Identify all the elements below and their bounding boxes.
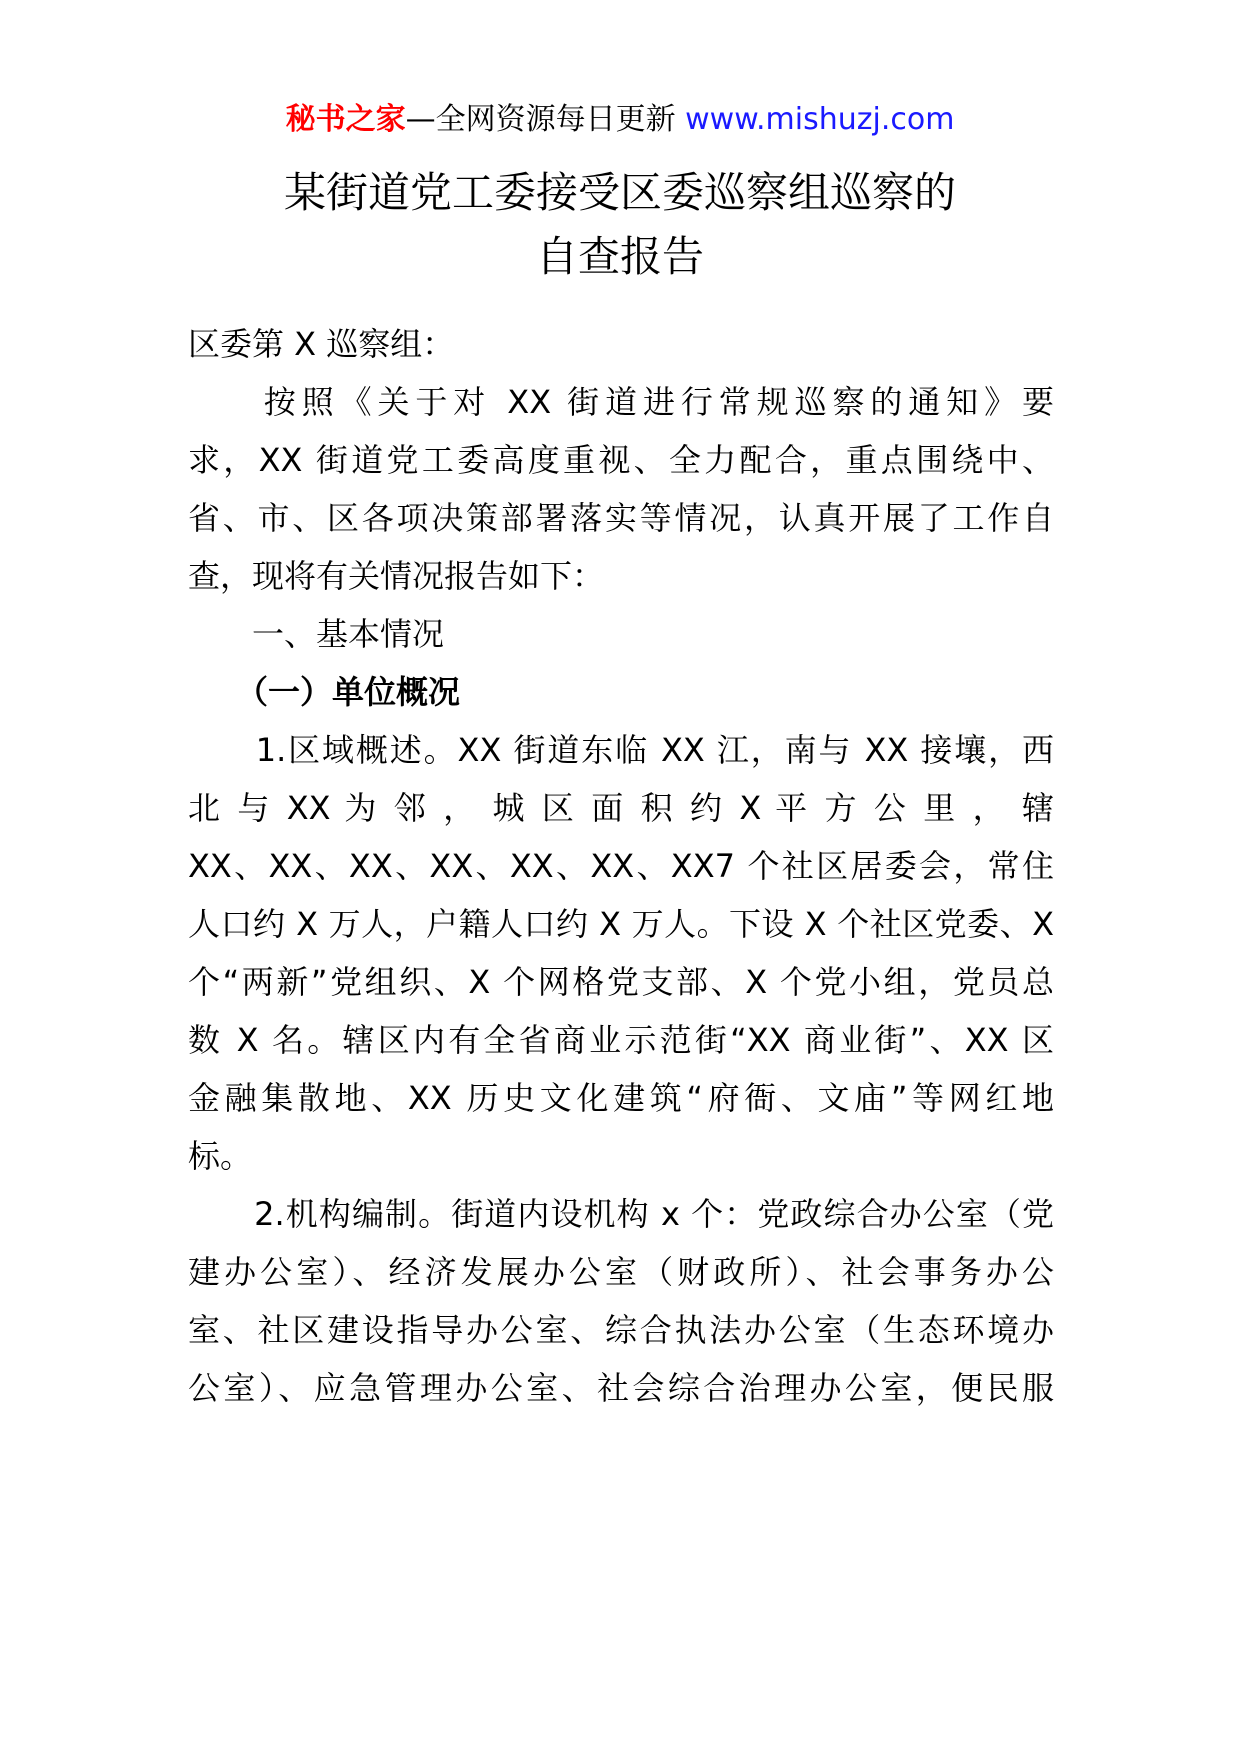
salutation: 区委第 X 巡察组： <box>188 325 455 363</box>
site-header <box>0 100 1240 140</box>
body-line-10: 人口约 X 万人，户籍人口约 X 万人。下设 X 个社区党委、X <box>188 905 1054 943</box>
body-line-16: 建办公室）、经济发展办公室（财政所）、社会事务办公 <box>188 1253 1054 1291</box>
document-title-line-2: 自查报告 <box>535 232 704 281</box>
body-line-9: XX、XX、XX、XX、XX、XX、XX7 个社区居委会，常住 <box>188 847 1054 885</box>
body-line-7: 1.区域概述。XX 街道东临 XX 江，南与 XX 接壤，西 <box>188 731 1054 769</box>
document-title-line-1: 某街道党工委接受区委巡察组巡察的 <box>283 168 956 217</box>
brand-name: 秘书之家 <box>285 102 406 137</box>
body-line-8: 北 与 XX 为 邻 ， 城 区 面 积 约 X 平 方 公 里 ， 辖 <box>188 789 1054 827</box>
body-line-13: 金融集散地、XX 历史文化建筑“府衙、文庙”等网红地 <box>188 1079 1054 1117</box>
body-line-3: 省、市、区各项决策部署落实等情况，认真开展了工作自 <box>188 499 1054 537</box>
subsection-heading-unit: （一）单位概况 <box>188 673 461 711</box>
body-line-12: 数 X 名。辖区内有全省商业示范街“XX 商业街”、XX 区 <box>188 1021 1054 1059</box>
body-line-1: 按照《关于对 XX 街道进行常规巡察的通知》要 <box>188 383 1054 421</box>
body-line-4: 查，现将有关情况报告如下： <box>188 557 605 595</box>
body-line-15: 2.机构编制。街道内设机构 x 个：党政综合办公室（党 <box>188 1195 1054 1233</box>
header-tagline: —全网资源每日更新 <box>405 102 686 137</box>
body-line-18: 公室）、应急管理办公室、社会综合治理办公室，便民服 <box>188 1369 1054 1407</box>
body-line-11: 个“两新”党组织、X 个网格党支部、X 个党小组，党员总 <box>188 963 1054 1001</box>
body-line-17: 室、社区建设指导办公室、综合执法办公室（生态环境办 <box>188 1311 1054 1349</box>
body-line-14: 标。 <box>188 1137 253 1175</box>
site-url-link[interactable]: www.mishuzj.com <box>685 102 955 137</box>
body-line-2: 求，XX 街道党工委高度重视、全力配合，重点围绕中、 <box>188 441 1054 479</box>
section-heading-basic: 一、基本情况 <box>188 615 445 653</box>
